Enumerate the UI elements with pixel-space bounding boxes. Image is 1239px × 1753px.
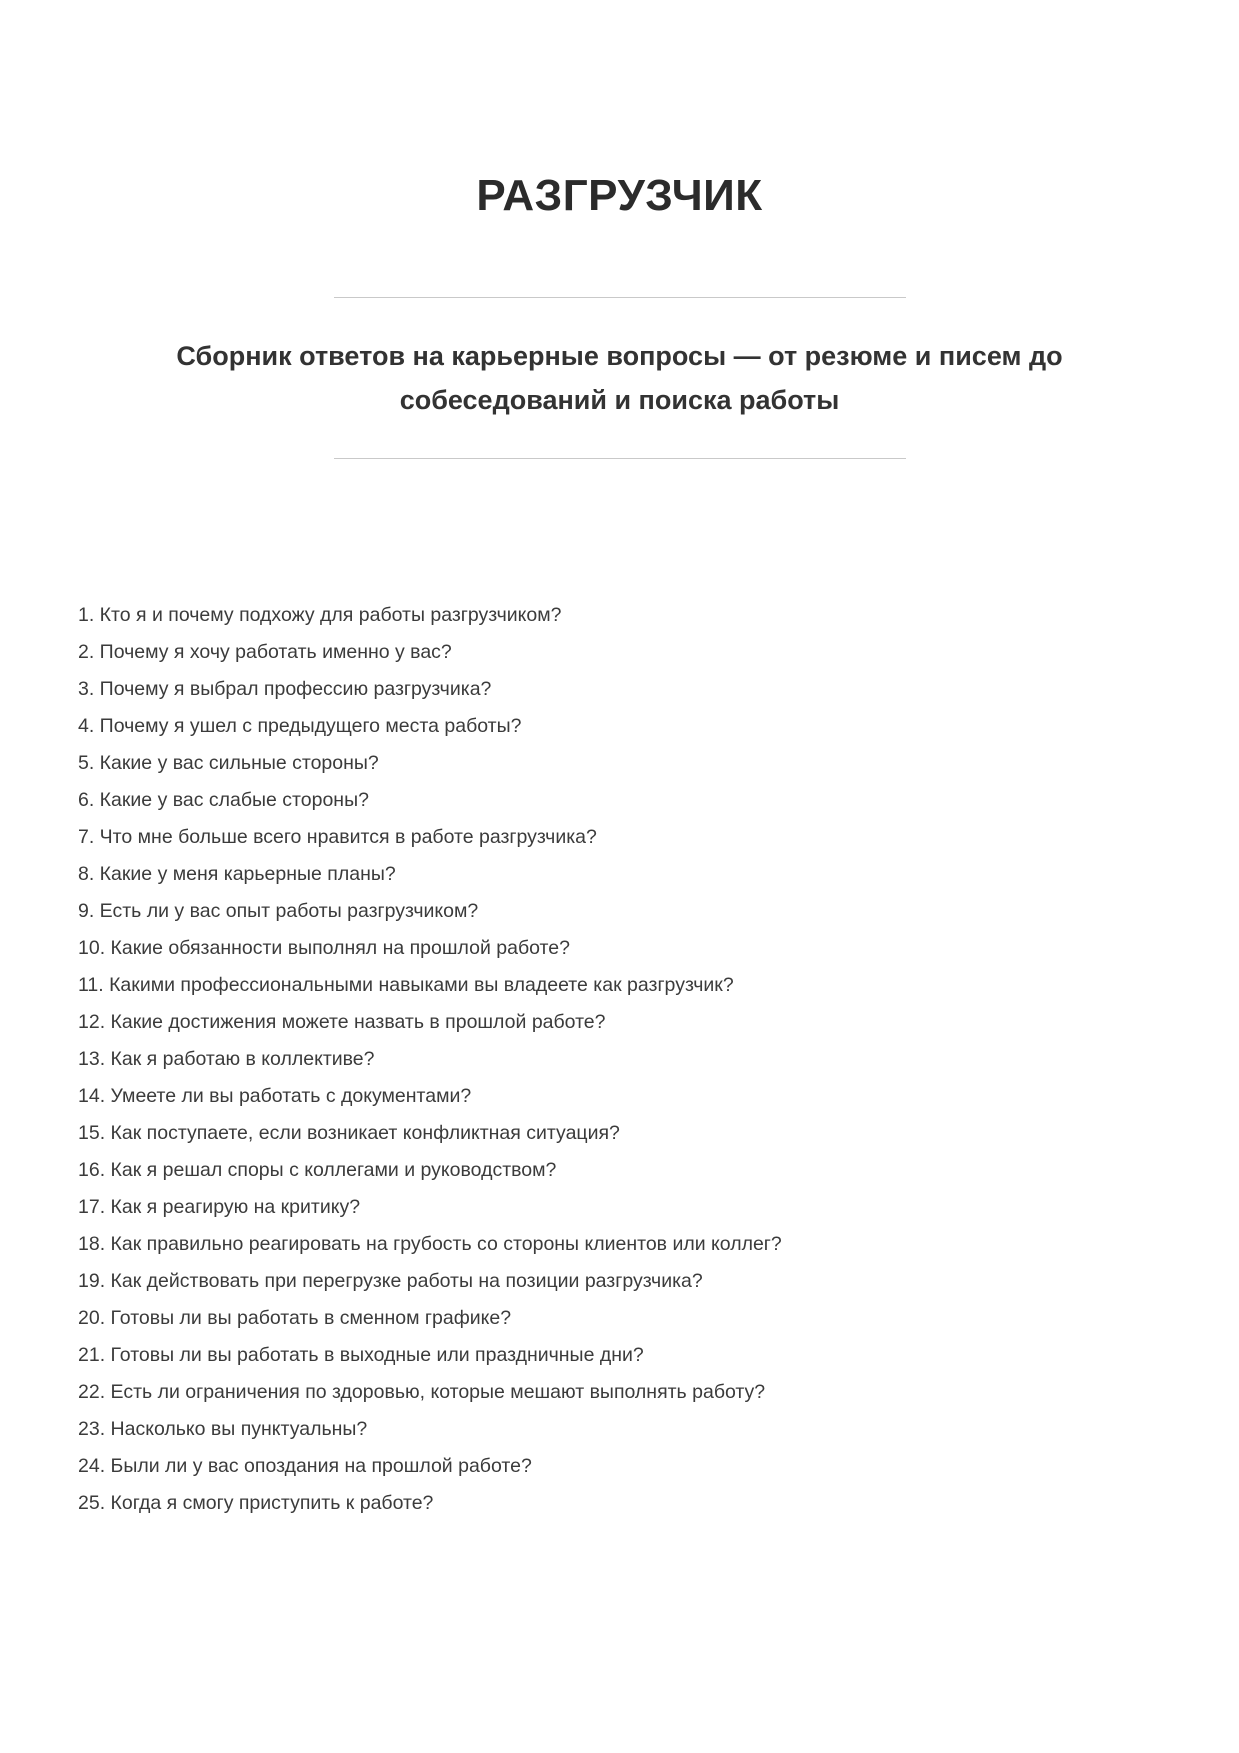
question-item: 23. Насколько вы пунктуальны?	[78, 1417, 368, 1440]
question-item: 1. Кто я и почему подхожу для работы разгрузчиком?	[78, 603, 562, 626]
question-item: 2. Почему я хочу работать именно у вас?	[78, 640, 452, 663]
page-title: РАЗГРУЗЧИК	[476, 171, 763, 220]
question-item: 22. Есть ли ограничения по здоровью, которые мешают выполнять работу?	[78, 1380, 766, 1403]
divider-bottom	[334, 458, 906, 459]
question-item: 10. Какие обязанности выполнял на прошлой работе?	[78, 936, 570, 959]
divider-top	[334, 297, 906, 298]
question-item: 3. Почему я выбрал профессию разгрузчика?	[78, 677, 492, 700]
question-item: 8. Какие у меня карьерные планы?	[78, 862, 396, 885]
question-item: 9. Есть ли у вас опыт работы разгрузчиком?	[78, 899, 479, 922]
question-item: 17. Как я реагирую на критику?	[78, 1195, 361, 1218]
question-item: 6. Какие у вас слабые стороны?	[78, 788, 369, 811]
question-item: 19. Как действовать при перегрузке работы на позиции разгрузчика?	[78, 1269, 703, 1292]
question-item: 24. Были ли у вас опоздания на прошлой работе?	[78, 1454, 532, 1477]
question-list	[78, 597, 1161, 1522]
question-item: 14. Умеете ли вы работать с документами?	[78, 1084, 472, 1107]
question-item: 25. Когда я смогу приступить к работе?	[78, 1491, 434, 1514]
question-item: 16. Как я решал споры с коллегами и руководством?	[78, 1158, 557, 1181]
question-item: 4. Почему я ушел с предыдущего места работы?	[78, 714, 522, 737]
question-item: 13. Как я работаю в коллективе?	[78, 1047, 375, 1070]
question-item: 15. Как поступаете, если возникает конфликтная ситуация?	[78, 1121, 620, 1144]
question-item: 11. Какими профессиональными навыками вы владеете как разгрузчик?	[78, 973, 734, 996]
page-subtitle: Сборник ответов на карьерные вопросы — от резюме и писем до собеседований и поиска работы	[176, 340, 1063, 415]
question-item: 21. Готовы ли вы работать в выходные или праздничные дни?	[78, 1343, 644, 1366]
question-item: 7. Что мне больше всего нравится в работе разгрузчика?	[78, 825, 597, 848]
question-item: 18. Как правильно реагировать на грубость со стороны клиентов или коллег?	[78, 1232, 782, 1255]
question-item: 12. Какие достижения можете назвать в прошлой работе?	[78, 1010, 606, 1033]
question-item: 20. Готовы ли вы работать в сменном графике?	[78, 1306, 512, 1329]
question-item: 5. Какие у вас сильные стороны?	[78, 751, 379, 774]
